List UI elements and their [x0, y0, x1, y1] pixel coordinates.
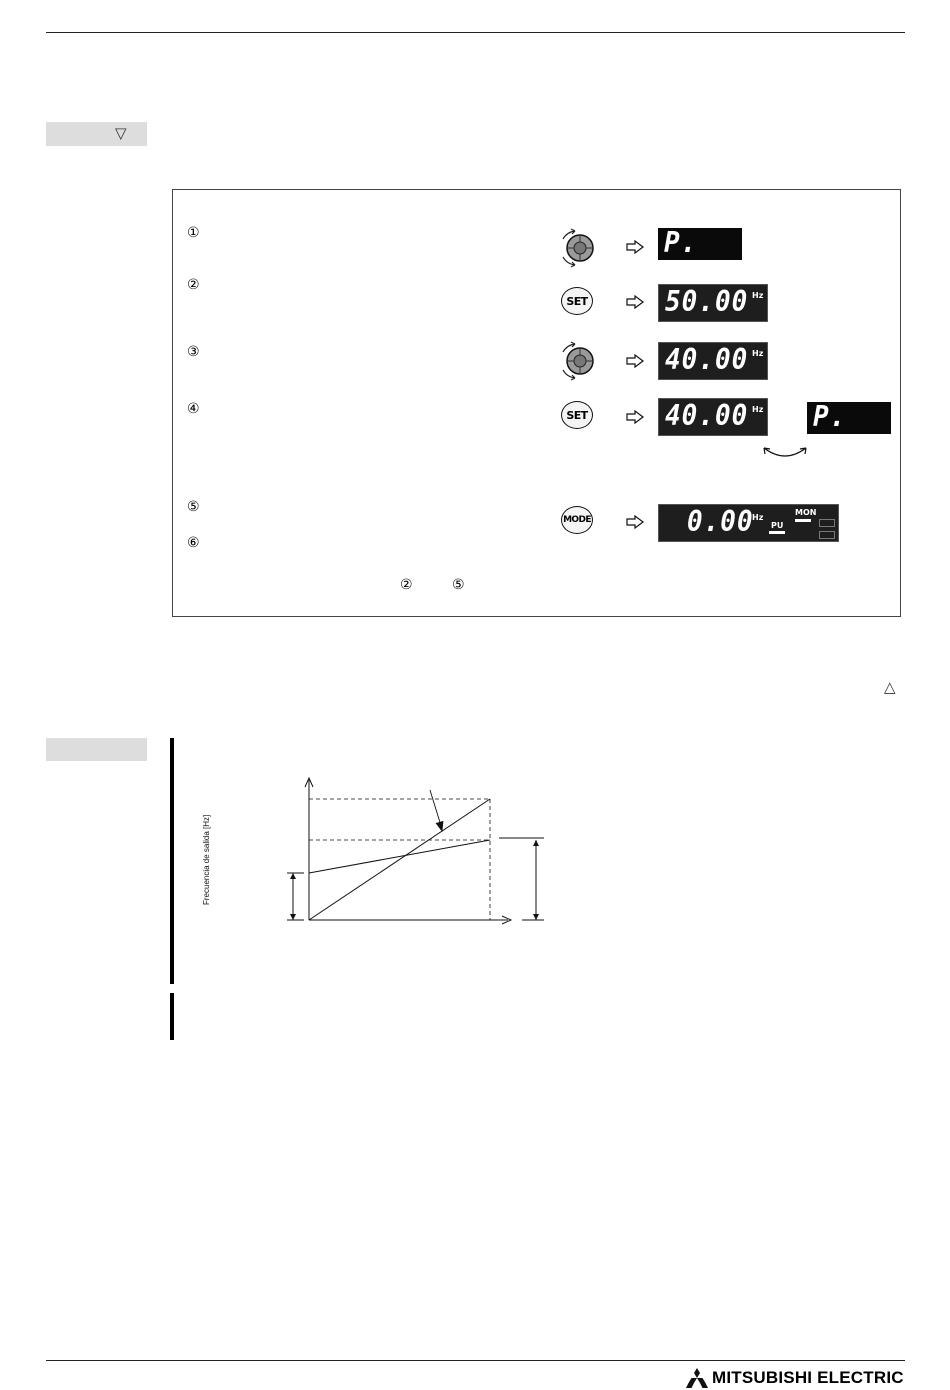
- graph-ylabel: Frecuencia de salida [Hz]: [202, 814, 211, 905]
- panel-led-outline: [819, 531, 835, 539]
- example-box: [172, 189, 901, 617]
- display-step-2-unit: Hz: [752, 291, 764, 300]
- triangle-up-icon: △: [884, 678, 896, 696]
- mon-indicator-label: MON: [795, 508, 817, 517]
- panel-led-outline: [819, 519, 835, 527]
- display-step-4-value: 40.00: [665, 399, 749, 433]
- display-step-1-value: P.: [664, 228, 698, 260]
- graph-pointer-head: [436, 821, 443, 831]
- section-bar-note: [170, 993, 174, 1040]
- hollow-right-arrow-icon: [626, 295, 644, 309]
- graph-line-shallow: [309, 840, 490, 873]
- display-step-2-value: 50.00: [665, 285, 749, 319]
- section-bar-graph: [170, 738, 174, 984]
- step-number-3: ③: [187, 344, 200, 360]
- frequency-graph: [270, 770, 560, 930]
- hollow-right-arrow-icon: [626, 354, 644, 368]
- display-step-5: [658, 504, 839, 542]
- mode-button-label: MODE: [563, 515, 591, 525]
- step-number-2: ②: [187, 277, 200, 293]
- footer-rule: [46, 1360, 905, 1361]
- display-step-3: [658, 342, 768, 380]
- set-button[interactable]: [561, 287, 593, 315]
- section-tag-graph: [46, 738, 147, 761]
- set-button-label: SET: [566, 408, 588, 422]
- brand-name: MITSUBISHI ELECTRIC: [712, 1368, 904, 1387]
- footnote-ref-2: ②: [400, 577, 413, 593]
- mitsubishi-diamonds-icon: [686, 1368, 708, 1388]
- step-number-1: ①: [187, 225, 200, 241]
- mode-button[interactable]: [561, 506, 593, 534]
- step-number-5: ⑤: [187, 499, 200, 515]
- display-step-1: [658, 228, 742, 260]
- display-step-4-alternate: [807, 402, 891, 434]
- hollow-right-arrow-icon: [626, 240, 644, 254]
- pu-indicator-led: [769, 531, 785, 534]
- display-step-3-unit: Hz: [752, 349, 764, 358]
- set-button-label: SET: [566, 294, 588, 308]
- display-step-4-unit: Hz: [752, 405, 764, 414]
- display-step-5-value: 0.00: [687, 505, 754, 539]
- flicker-arrow-icon: [759, 440, 811, 462]
- display-step-2: [658, 284, 768, 322]
- hollow-right-arrow-icon: [626, 515, 644, 529]
- setting-dial-icon[interactable]: [555, 340, 597, 382]
- setting-dial-icon[interactable]: [555, 227, 597, 269]
- display-step-4: [658, 398, 768, 436]
- triangle-down-icon: ▽: [115, 124, 127, 142]
- display-step-5-unit: Hz: [752, 513, 764, 522]
- step-number-6: ⑥: [187, 535, 200, 551]
- display-step-3-value: 40.00: [665, 343, 749, 377]
- footnote-ref-5: ⑤: [452, 577, 465, 593]
- display-step-4-alternate-value: P.: [813, 402, 847, 434]
- mon-indicator-led: [795, 519, 811, 522]
- header-rule: [46, 32, 905, 33]
- section-tag-example: [46, 122, 147, 146]
- hollow-right-arrow-icon: [626, 410, 644, 424]
- pu-indicator-label: PU: [771, 521, 784, 530]
- mitsubishi-electric-logo: [686, 1366, 904, 1390]
- step-number-4: ④: [187, 401, 200, 417]
- graph-line-steep: [309, 799, 490, 920]
- set-button[interactable]: [561, 401, 593, 429]
